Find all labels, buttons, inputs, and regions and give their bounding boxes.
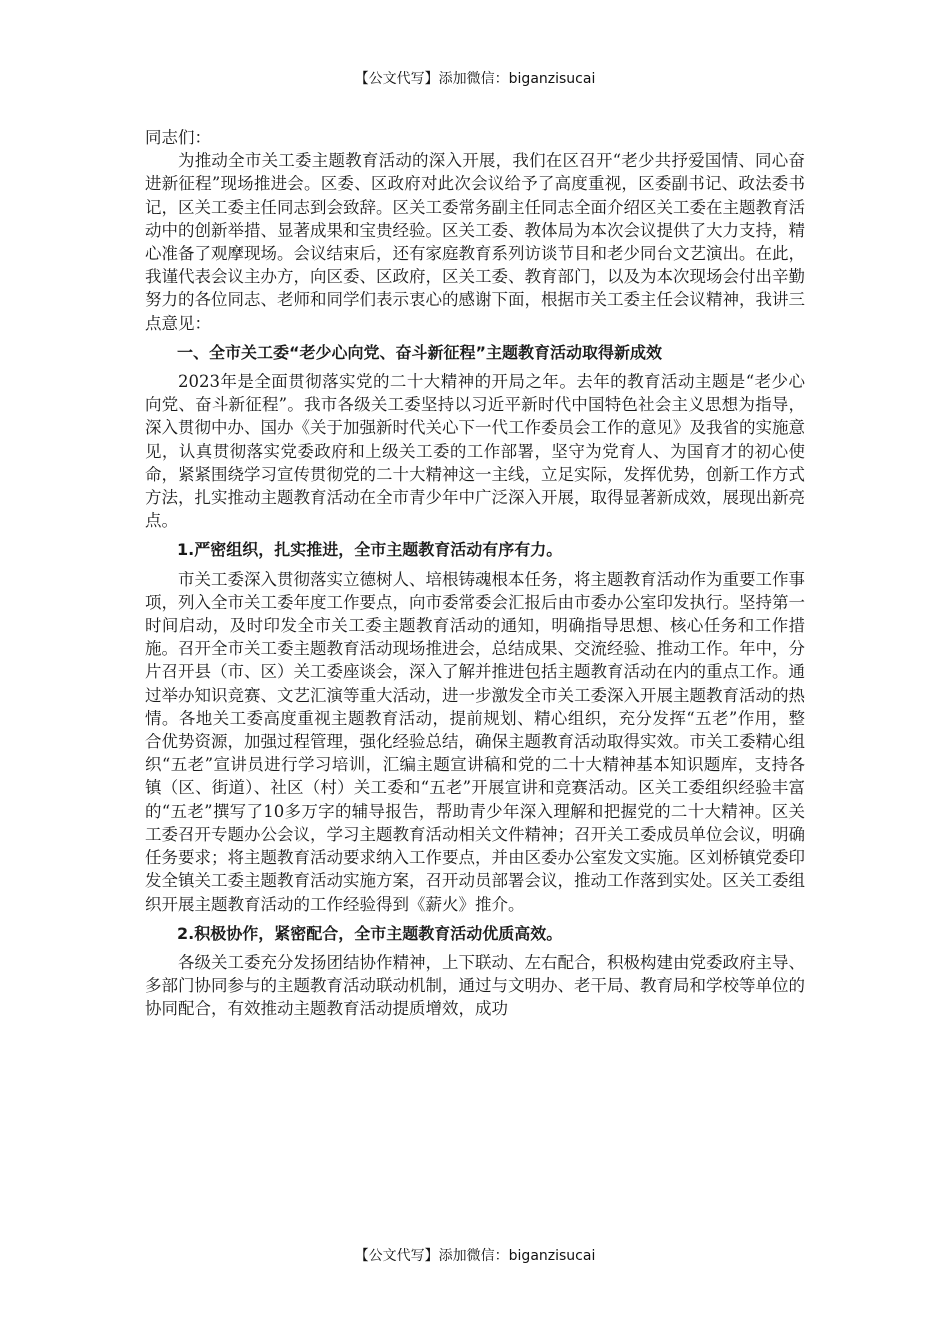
subsection-2-paragraph: 各级关工委充分发扬团结协作精神，上下联动、左右配合，积极构建由党委政府主导、多部门协同参与的主题教育活动联动机制，通过与文明办、老干局、教育局和学校等单位的协同配合，有效推动主题教育活动提质增效，成功 bbox=[145, 952, 805, 1019]
page-footer: 【公文代写】添加微信：biganzisucai bbox=[354, 1248, 596, 1264]
document-body bbox=[145, 126, 805, 1021]
section-1-heading: 一、全市关工委“老少心向党、奋斗新征程”主题教育活动取得新成效 bbox=[177, 342, 663, 362]
subsection-2-heading: 2.积极协作，紧密配合，全市主题教育活动优质高效。 bbox=[177, 923, 563, 943]
intro-paragraph: 为推动全市关工委主题教育活动的深入开展，我们在区召开“老少共抒爱国情、同心奋进新征程”现场推进会。区委、区政府对此次会议给予了高度重视，区委副书记、政法委书记，区关工委主任同志到会致辞。区关工委常务副主任同志全面介绍区关工委在主题教育活动中的创新举措、显著成果和宝贵经验。区关工委、教体局为本次会议提供了大力支持，精心准备了观摩现场。会议结束后，还有家庭教育系列访谈节目和老少同台文艺演出。在此，我谨代表会议主办方，向区委、区政府，区关工委、教育部门，以及为本次现场会付出辛勤努力的各位同志、老师和同学们表示衷心的感谢下面，根据市关工委主任会议精神，我讲三点意见： bbox=[145, 151, 805, 333]
page-header: 【公文代写】添加微信：biganzisucai bbox=[354, 71, 596, 87]
subsection-1-paragraph: 市关工委深入贯彻落实立德树人、培根铸魂根本任务，将主题教育活动作为重要工作事项，列入全市关工委年度工作要点，向市委常委会汇报后由市委办公室印发执行。坚持第一时间启动，及时印发全市关工委主题教育活动的通知，明确指导思想、核心任务和工作措施。召开全市关工委主题教育活动现场推进会，总结成果、交流经验、推动工作。年中，分片召开县（市、区）关工委座谈会，深入了解并推进包括主题教育活动在内的重点工作。通过举办知识竞赛、文艺汇演等重大活动，进一步激发全市关工委深入开展主题教育活动的热情。各地关工委高度重视主题教育活动，提前规划、精心组织，充分发挥“五老”作用，整合优势资源，加强过程管理，强化经验总结，确保主题教育活动取得实效。市关工委精心组织“五老”宣讲员进行学习培训，汇编主题宣讲稿和党的二十大精神基本知识题库，支持各镇（区、街道）、社区（村）关工委和“五老”开展宣讲和竞赛活动。区关工委组织经验丰富的“五老”撰写了10多万字的辅导报告，帮助青少年深入理解和把握党的二十大精神。区关工委召开专题办公会议，学习主题教育活动相关文件精神；召开关工委成员单位会议，明确任务要求；将主题教育活动要求纳入工作要点，并由区委办公室发文实施。区刘桥镇党委印发全镇关工委主题教育活动实施方案，召开动员部署会议，推动工作落到实处。区关工委组织开展主题教育活动的工作经验得到《薪火》推介。 bbox=[145, 569, 805, 914]
section-1-paragraph: 2023年是全面贯彻落实党的二十大精神的开局之年。去年的教育活动主题是“老少心向党、奋斗新征程”。我市各级关工委坚持以习近平新时代中国特色社会主义思想为指导，深入贯彻中办、国办《关于加强新时代关心下一代工作委员会工作的意见》及我省的实施意见，认真贯彻落实党委政府和上级关工委的工作部署，坚守为党育人、为国育才的初心使命，紧紧围绕学习宣传贯彻党的二十大精神这一主线，立足实际，发挥优势，创新工作方式方法，扎实推动主题教育活动在全市青少年中广泛深入开展，取得显著新成效，展现出新亮点。 bbox=[145, 372, 805, 531]
salutation: 同志们： bbox=[145, 128, 211, 147]
subsection-1-heading: 1.严密组织，扎实推进，全市主题教育活动有序有力。 bbox=[177, 540, 563, 560]
